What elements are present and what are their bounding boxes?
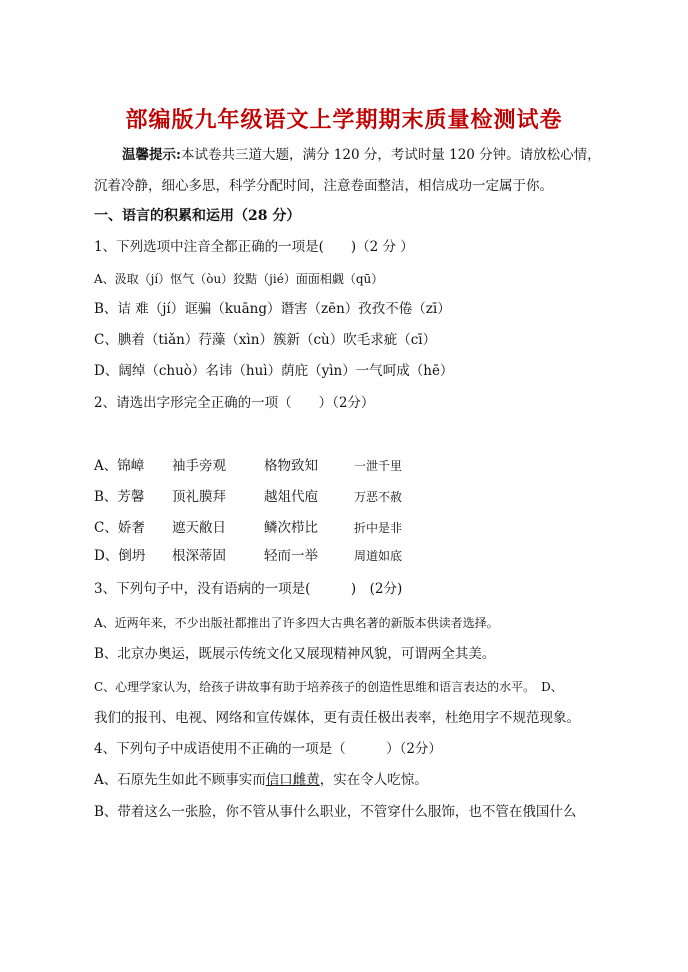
section-heading: 一、语言的积累和运用（28 分） xyxy=(94,208,301,224)
intro-line-2: 沉着冷静，细心多思，科学分配时间，注意卷面整洁，相信成功一定属于你。 xyxy=(94,178,553,194)
q4-option-a xyxy=(94,771,428,789)
q2-word: 折中是非 xyxy=(354,521,403,535)
q2-word: A、锦嶂 xyxy=(94,458,145,474)
q1-option-c: C、腆着（tiǎn）荇藻（xìn）簇新（cù）吹毛求疵（cī） xyxy=(94,332,437,348)
q2-word: D、倒坍 xyxy=(94,548,146,564)
q2-word: 越俎代庖 xyxy=(264,489,318,505)
q2-word: 轻而一举 xyxy=(264,548,318,564)
q2-word: 根深蒂固 xyxy=(172,548,226,564)
q1-option-b: B、诘 难（jí）诓骗（kuāng）谮害（zēn）孜孜不倦（zī） xyxy=(94,301,451,317)
q2-word: 袖手旁观 xyxy=(172,458,226,474)
q1-option-a: A、汲取（jí）怄气（òu）狡黠（jié）面面相觑（qū） xyxy=(94,272,384,286)
q2-word: 万恶不赦 xyxy=(354,490,403,504)
intro-label: 温馨提示: xyxy=(122,147,181,163)
q3-stem: 3、下列句子中，没有语病的一项是( ) (2分) xyxy=(94,581,403,597)
q2-stem: 2、请选出字形完全正确的一项（ ）（2分） xyxy=(94,395,375,411)
q2-option-row xyxy=(94,457,444,475)
q3-option-d: 我们的报刊、电视、网络和宣传媒体，更有责任极出表率，杜绝用字不规范现象。 xyxy=(94,710,580,726)
q2-word: 鳞次栉比 xyxy=(264,520,318,536)
q4-a-prefix: A、石原先生如此不顾事实而 xyxy=(94,772,266,788)
q4-option-b: B、带着这么一张脸，你不管从事什么职业，不管穿什么服饰，也不管在俄国什么 xyxy=(94,804,577,820)
q2-option-row xyxy=(94,488,444,506)
q2-option-row xyxy=(94,547,444,565)
page-title: 部编版九年级语文上学期期末质量检测试卷 xyxy=(125,107,563,133)
q2-word: 周道如底 xyxy=(354,549,403,563)
q4-stem: 4、下列句子中成语使用不正确的一项是（ ）（2分） xyxy=(94,741,442,757)
q3-option-c: C、心理学家认为，给孩子讲故事有助于培养孩子的创造性思维和语言表达的水平。 D、 xyxy=(94,680,563,694)
q4-a-idiom: 信口雌黄 xyxy=(265,772,320,788)
q3-option-b: B、北京办奥运，既展示传统文化又展现精神风貌，可谓两全其美。 xyxy=(94,646,496,662)
q2-word: 格物致知 xyxy=(264,458,318,474)
q2-word: 遮天敝日 xyxy=(172,520,226,536)
q1-stem: 1、下列选项中注音全都正确的一项是( )（2 分 ） xyxy=(94,239,414,255)
q2-option-row xyxy=(94,519,444,537)
q2-word: 顶礼膜拜 xyxy=(172,489,226,505)
q2-word: C、娇奢 xyxy=(94,520,145,536)
q2-word: 一泄千里 xyxy=(354,459,403,473)
q3-option-a: A、近两年来，不少出版社都推出了许多四大古典名著的新版本供读者选择。 xyxy=(94,616,499,630)
q4-a-suffix: ，实在令人吃惊。 xyxy=(319,772,428,788)
q1-option-d: D、阔绰（chuò）名讳（huì）荫庇（yìn）一气呵成（hē） xyxy=(94,363,454,379)
intro-line-1 xyxy=(122,146,601,164)
intro-text-1: 本试卷共三道大题，满分 120 分，考试时量 120 分钟。请放松心情， xyxy=(180,147,601,163)
q2-word: B、芳馨 xyxy=(94,489,145,505)
